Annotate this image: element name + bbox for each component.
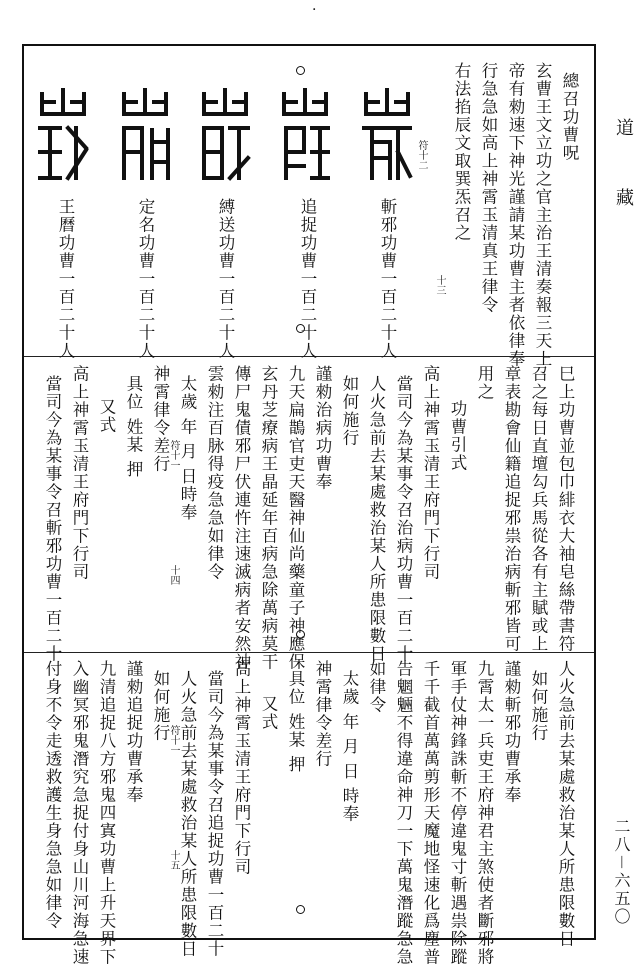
text-line: 入幽冥邪鬼潛究急捉付身山川河海急速 [70,660,89,966]
seal-caption: 追捉功曹一百二十人 [298,198,317,360]
small-note: 十三 [434,275,445,295]
text-line: 付身不令走透救護生身急急如律令 [43,660,62,930]
small-note: 符十二 [416,140,427,170]
text-line: 玄丹芝療病王晶延年百病急除萬病莫干 [259,365,278,671]
seal-caption: 定名功曹一百二十人 [136,198,155,360]
header-mark: · [312,2,317,18]
margin-label: 道 [613,118,634,140]
small-note: 十五 [168,850,179,870]
circle-marker [296,630,305,639]
text-line: 具位 姓某 押 [286,670,305,774]
talisman-seal [118,88,172,184]
text-line: 謹勑治病功曹奉 [313,365,332,491]
text-line: 軍手仗神鋒誅斬不停違鬼寸斬遇祟除蹤 [448,660,467,966]
small-note: 符十一 [168,725,179,755]
text-line: 高上神霄玉清王府門下行司 [70,365,89,581]
text-line: 人火急前去某處救治某人所患限數日 [367,375,386,663]
talisman-seal [198,88,252,184]
text-line: 當司今為某事令召斬邪功曹一百二十 [43,375,62,663]
small-note: 十四 [168,565,179,585]
text-line: 人火急前去某處救治某人所患限數日 [178,670,197,958]
text-line: 雲勑注百脉得疫急急如律令 [205,365,224,581]
text-line: 又式 [97,398,116,434]
circle-marker [296,905,305,914]
text-line: 右法掐辰文取巽炁召之 [452,62,471,242]
margin-label: 藏 [613,188,634,210]
talisman-seal [278,88,332,184]
text-line: 謹勑追捉功曹承奉 [124,660,143,804]
text-line: 太歲 年 月 日時奉 [178,375,197,522]
text-line: 功曹引式 [448,400,467,472]
text-line: 九清追捉八方邪鬼四寘功曹上升天界下 [97,660,116,966]
text-line: 如何施行 [340,375,359,447]
talisman-seal [36,88,90,184]
text-line: 帝有勑速下神光謹請某功曹主者依律奉 [506,62,525,368]
text-line: 九天扁鵲官吏天醫神仙尚藥童子神應保 [286,365,305,671]
page-number: 二八－六五〇 [612,818,631,927]
text-line: 巳上功曹並包巾緋衣大袖皂絲帶書符 [556,365,575,653]
text-line: 總召功曹呪 [560,72,579,162]
text-line: 高上神霄玉清王府門下行司 [421,365,440,581]
text-line: 具位 姓某 押 [124,375,143,479]
text-line: 告魍魎不得違命神刀一下萬鬼潛蹤急急 [394,660,413,966]
text-line: 太歲 年 月 日 時奉 [340,670,359,823]
text-line: 如何施行 [151,670,170,742]
text-line: 傳尸鬼債邪尸伏連忤注速滅病者安然神 [232,365,251,671]
text-line: 如律令 [367,660,386,714]
text-line: 章表勘會仙籍追捉邪祟治病斬邪皆可 [502,365,521,653]
seal-caption: 斬邪功曹一百二十人 [378,198,397,360]
text-line: 召之每日直壇勾兵馬從各有主賦或上 [529,365,548,653]
text-line: 人火急前去某處救治某人所患限數日 [556,660,575,948]
text-line: 如何施行 [529,670,548,742]
text-line: 神霄律令差行 [151,365,170,473]
seal-caption: 縛送功曹一百二十人 [216,198,235,360]
text-line: 高上神霄玉清王府門下行司 [232,660,251,876]
text-line: 九霄太一兵吏王府神君主煞使者斷邪將 [475,660,494,966]
text-line: 行急急如高上神霄玉清真王律令 [479,62,498,314]
text-line: 謹勑斬邪功曹承奉 [502,660,521,804]
text-line: 當司今為某事令召治病功曹一百二十 [394,375,413,663]
seal-caption: 王曆功曹一百二十人 [56,198,75,360]
text-line: 用之 [475,365,494,401]
text-line: 神霄律令差行 [313,660,332,768]
text-line: 玄曹王文立功之官主治王清奏報三天上 [533,62,552,368]
text-line: 又式 [259,695,278,731]
text-line: 當司今為某事令召追捉功曹一百二十 [205,670,224,958]
circle-marker [296,66,305,75]
talisman-seal [360,88,414,184]
text-line: 千千截首萬萬剪形天魔地怪速化爲塵普 [421,660,440,966]
small-note: 符十一 [168,440,179,470]
